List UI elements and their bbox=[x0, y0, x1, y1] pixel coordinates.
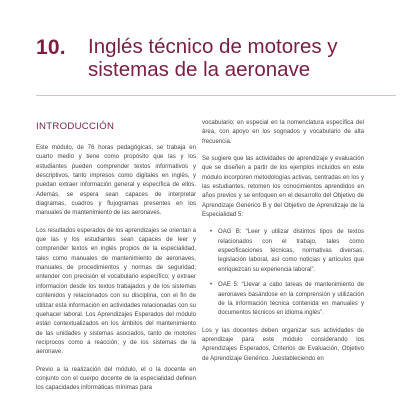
right-column bbox=[202, 119, 364, 372]
paragraph: Previo a la realización del módulo, el o la docente en conjunto con el cuerpo docente de la especialidad definen los capacidades informáticas mínimas para bbox=[36, 366, 196, 392]
chapter-title: Inglés técnico de motores y sistemas de la aeronave bbox=[88, 35, 338, 81]
list-item bbox=[212, 281, 364, 318]
left-column bbox=[36, 144, 196, 402]
list-item bbox=[212, 228, 364, 275]
chapter-number: 10. bbox=[36, 36, 66, 59]
list-item-text: OAG B: “Leer y utilizar distintos tipos de textos relacionados con el trabajo, tales como especificaciones técnicas, normativas diversas, legislación laboral, así como noticias y artículos que enriquezcan su experiencia laboral”. bbox=[218, 229, 364, 273]
bullet-icon: • bbox=[210, 229, 213, 236]
bullet-icon: • bbox=[210, 282, 213, 289]
objective-list bbox=[202, 228, 364, 318]
paragraph: Se sugiere que las actividades de aprendizaje y evaluación que se diseñen a partir de los ejemplos incluidos en este módulo incorporen metodologías activas, centradas en los y las estudiantes, retomen los conocimientos aprendidos en años previos y se enfoquen en el desarrollo del Objetivo de Aprendizaje Genérico B y del Objetivo de Aprendizaje de la Especialidad 5: bbox=[202, 156, 364, 219]
paragraph: Este módulo, de 76 horas pedagógicas, se trabaja en cuarto medio y tiene como propósito que las y los estudiantes pueden comprender textos informativos y descriptivos, tanto impresos como digitales en inglés, y puedan extraer información general y específica de ellos. Además, se espera sean capaces de interpretar diagramas, cuadros y flujogramas presentes en los manuales de mantenimiento de las aeronaves. bbox=[36, 145, 196, 217]
title-divider bbox=[36, 95, 396, 96]
list-item-text: OAE 5: “Llevar a cabo tareas de mantenimiento de aeronaves basándose en la comprensión y utilización de la información técnica contenida en manuales y documentos técnicos en idioma inglés”. bbox=[218, 282, 364, 317]
paragraph: Los y las docentes deben organizar sus actividades de aprendizaje para este módulo considerando los Aprendizajes Esperados, Criterios de Evaluación, Objetivo de Aprendizaje Genérico. Juestableciendo en bbox=[202, 327, 364, 362]
paragraph: vocabulario; en especial en la nomenclatura específica del área, con apoyo en los sognados y vocabulario de alta frecuencia. bbox=[202, 120, 364, 145]
section-heading: INTRODUCCIÓN bbox=[36, 121, 115, 132]
paragraph: Los resultados esperados de los aprendizajes se orientan a que las y los estudiantes sean capaces de leer y comprender textos en inglés propios de la especialidad, tales como manuales de mantenimiento de aeronaves, manuales de procedimientos y normas de seguridad; entender con precisión el vocabulario específico; y extraer información desde los textos trabajados y de los sistemas contenidos y relacionados con su disciplina, con el fin de utilizar esta información en actividades relacionadas con su quehacer laboral. Los Aprendizajes Esperados del módulo están contextualizados en los ámbitos del mantenimiento de las unidades y sistemas asociados, tanto de motores recíprocos como a reacción; y de los sistemas de la aeronave. bbox=[36, 227, 196, 356]
